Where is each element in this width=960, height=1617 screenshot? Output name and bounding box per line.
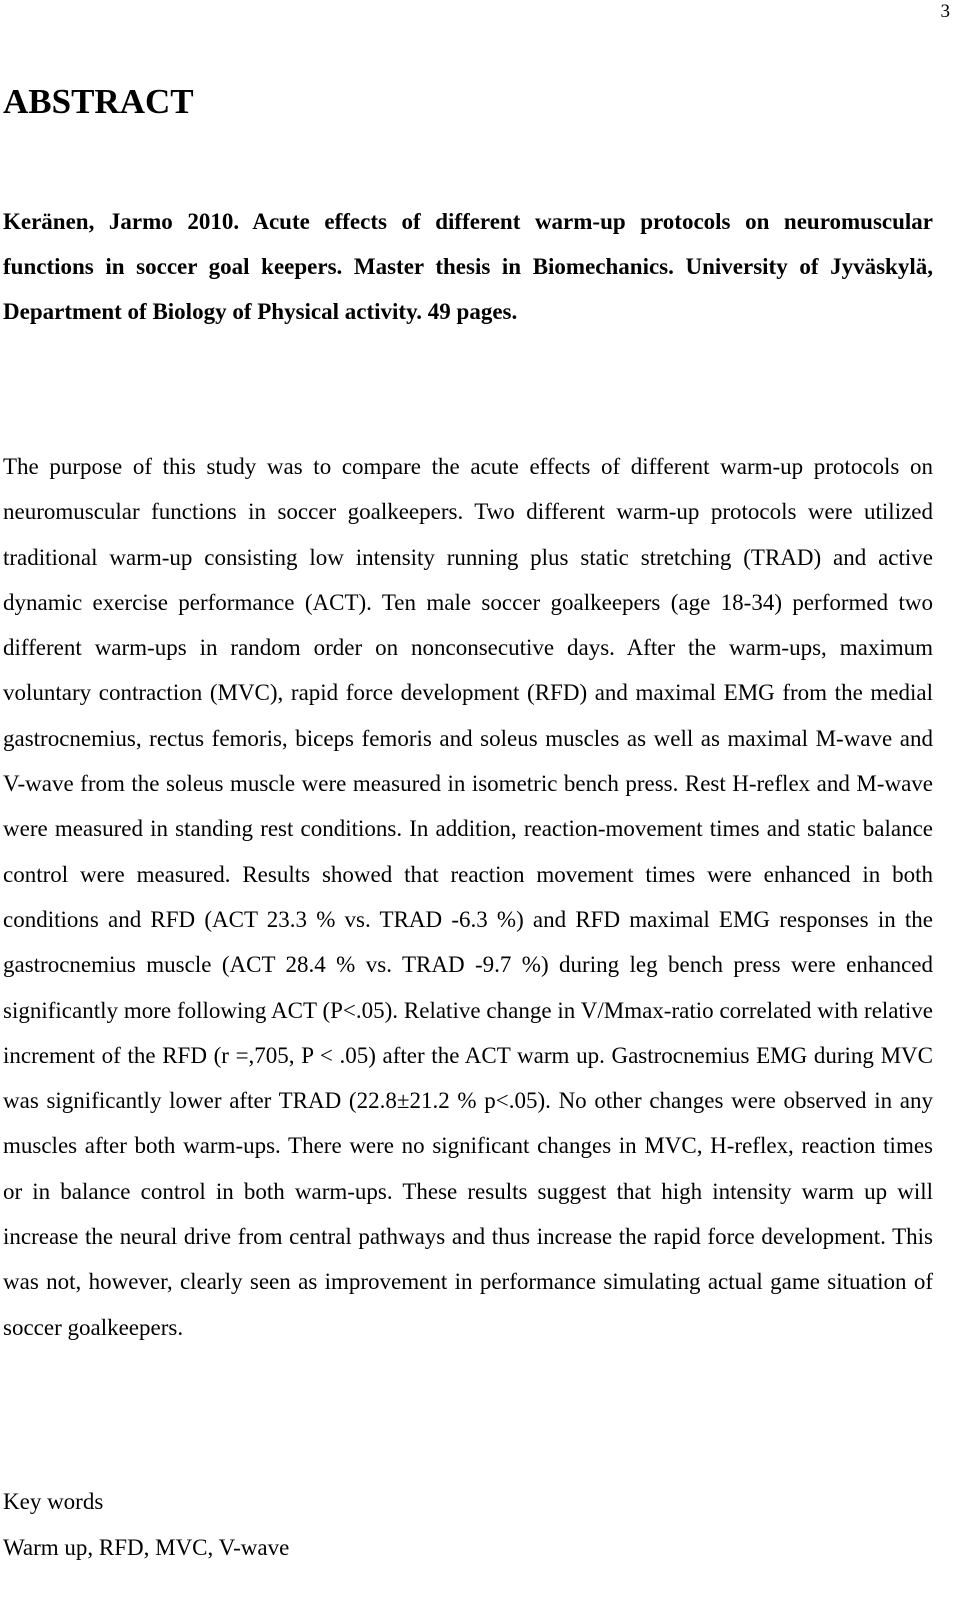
thesis-citation: Keränen, Jarmo 2010. Acute effects of different warm-up protocols on neuromuscular functions in soccer goal keepers. Master thesis in Biomechanics. University of Jyväskylä, Department of Biology of Physical activity. 49 pages. — [3, 209, 933, 324]
abstract-body: The purpose of this study was to compare the acute effects of different warm-up protocols on neuromuscular functions in soccer goalkeepers. Two different warm-up protocols were utilized traditional warm-up consisting low intensity running plus static stretching (TRAD) and active dynamic exercise performance (ACT). Ten male soccer goalkeepers (age 18-34) performed two different warm-ups in random order on nonconsecutive days. After the warm-ups, maximum voluntary contraction (MVC), rapid force development (RFD) and maximal EMG from the medial gastrocnemius, rectus femoris, biceps femoris and soleus muscles as well as maximal M-wave and V-wave from the soleus muscle were measured in isometric bench press. Rest H-reflex and M-wave were measured in standing rest conditions. In addition, reaction-movement times and static balance control were measured. Results showed that reaction movement times were enhanced in both conditions and RFD (ACT 23.3 % vs. TRAD -6.3 %) and RFD maximal EMG responses in the gastrocnemius muscle (ACT 28.4 % vs. TRAD -9.7 %) during leg bench press were enhanced significantly more following ACT (P<.05). Relative change in V/Mmax-ratio correlated with relative increment of the RFD (r =,705, P < .05) after the ACT warm up. Gastrocnemius EMG during MVC was significantly lower after TRAD (22.8±21.2 % p<.05). No other changes were observed in any muscles after both warm-ups. There were no significant changes in MVC, H-reflex, reaction times or in balance control in both warm-ups. These results suggest that high intensity warm up will increase the neural drive from central pathways and thus increase the rapid force development. This was not, however, clearly seen as improvement in performance simulating actual game situation of soccer goalkeepers. — [3, 454, 933, 1340]
abstract-heading: ABSTRACT — [3, 82, 194, 121]
page-number: 3 — [940, 1, 950, 22]
keywords-title: Key words — [3, 1489, 104, 1514]
keywords-list: Warm up, RFD, MVC, V-wave — [3, 1535, 290, 1560]
